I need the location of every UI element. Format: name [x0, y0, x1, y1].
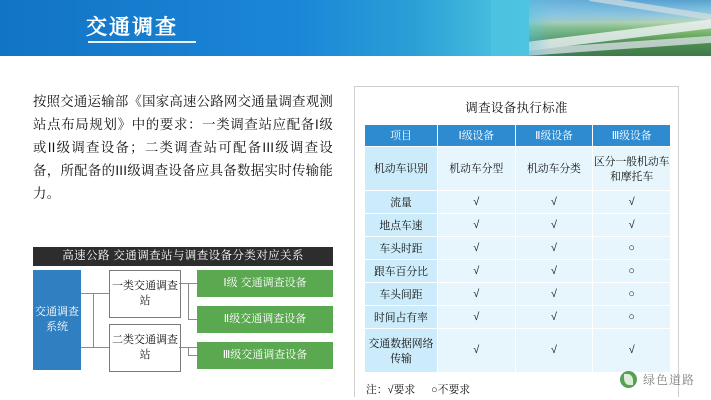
connector	[81, 347, 109, 348]
body-paragraph: 按照交通运输部《国家高速公路网交通量调查观测站点布局规划》中的要求：一类调查站应配备I级或II级调查设备；二类调查站可配备III级调查设备，所配备的III级调查设备应具备数据实时传输能力。	[33, 94, 333, 201]
row-cell: √	[438, 283, 516, 306]
header-gradient-fade	[491, 0, 551, 56]
table-row	[365, 329, 671, 373]
table-header-level-3: Ⅲ级设备	[593, 125, 671, 147]
table-header-level-2: Ⅱ级设备	[515, 125, 593, 147]
row-cell: 区分一般机动车和摩托车	[593, 147, 671, 191]
row-label: 时间占有率	[365, 306, 438, 329]
row-cell: √	[438, 329, 516, 373]
title-underline	[88, 41, 196, 43]
row-cell: √	[593, 329, 671, 373]
table-row	[365, 260, 671, 283]
diagram-node-root: 交通调查系统	[33, 270, 81, 370]
table-row	[365, 306, 671, 329]
row-label: 流量	[365, 191, 438, 214]
table-header-level-1: Ⅰ级设备	[438, 125, 516, 147]
connector	[188, 283, 189, 320]
table-header-row	[365, 125, 671, 147]
table-row	[365, 237, 671, 260]
row-cell: √	[515, 260, 593, 283]
table-row	[365, 214, 671, 237]
row-label: 车头间距	[365, 283, 438, 306]
row-cell: √	[593, 191, 671, 214]
note-optional-mark: ○	[431, 384, 438, 396]
row-cell: √	[515, 283, 593, 306]
header-photo	[529, 0, 711, 56]
diagram-node-station-1: 一类交通调查站	[109, 270, 181, 318]
row-cell: √	[515, 329, 593, 373]
diagram-node-device-1: Ⅰ级 交通调查设备	[197, 270, 333, 297]
table-header-item: 项目	[365, 125, 438, 147]
table-title: 调查设备执行标准	[465, 101, 568, 115]
row-cell: √	[438, 214, 516, 237]
row-cell: √	[438, 260, 516, 283]
row-cell: ○	[593, 306, 671, 329]
page-title: 交通调查	[86, 16, 178, 39]
note-prefix: 注：	[366, 384, 388, 396]
leaf-icon	[620, 371, 637, 388]
row-cell: ○	[593, 260, 671, 283]
slide-header	[0, 0, 711, 56]
row-label: 跟车百分比	[365, 260, 438, 283]
classification-diagram	[33, 247, 333, 370]
note-optional-text: 不要求	[437, 384, 471, 396]
diagram-title: 高速公路 交通调查站与调查设备分类对应关系	[33, 247, 333, 266]
row-label: 机动车识别	[365, 147, 438, 191]
table-row	[365, 283, 671, 306]
watermark-text: 绿色道路	[642, 373, 695, 387]
watermark	[620, 371, 695, 388]
row-cell: 机动车分型	[438, 147, 516, 191]
row-cell: ○	[593, 283, 671, 306]
table-row	[365, 191, 671, 214]
row-cell: √	[438, 237, 516, 260]
note-required-text: 要求	[393, 384, 416, 396]
row-cell: √	[438, 191, 516, 214]
row-cell: √	[515, 191, 593, 214]
diagram-node-device-2: Ⅱ级交通调查设备	[197, 306, 333, 333]
row-cell: ○	[593, 237, 671, 260]
connector	[93, 293, 94, 347]
row-cell: 机动车分类	[515, 147, 593, 191]
row-label: 地点车速	[365, 214, 438, 237]
note-required-mark: √	[387, 384, 394, 396]
row-cell: √	[593, 214, 671, 237]
connector	[81, 293, 109, 294]
table-row	[365, 147, 671, 191]
connector	[188, 355, 197, 356]
row-label: 车头时距	[365, 237, 438, 260]
row-cell: √	[515, 214, 593, 237]
standards-table	[364, 124, 671, 373]
diagram-node-device-3: Ⅲ级交通调查设备	[197, 342, 333, 369]
row-cell: √	[438, 306, 516, 329]
header-road-decoration	[589, 0, 711, 23]
standards-panel	[354, 86, 679, 400]
row-cell: √	[515, 237, 593, 260]
row-cell: √	[515, 306, 593, 329]
diagram-node-station-2: 二类交通调查站	[109, 324, 181, 372]
row-label: 交通数据网络传输	[365, 329, 438, 373]
connector	[188, 319, 197, 320]
